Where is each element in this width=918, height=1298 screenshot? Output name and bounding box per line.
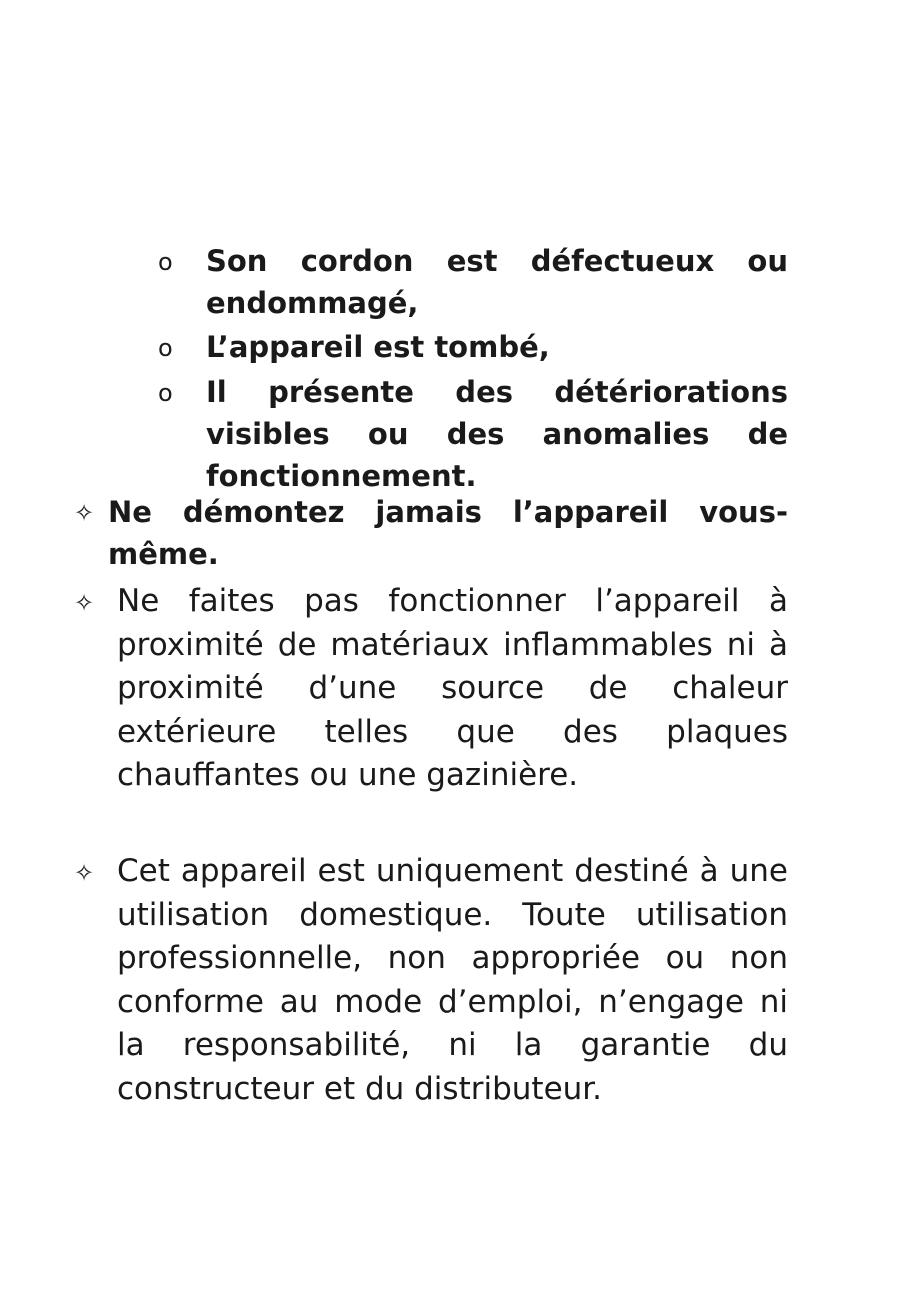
sub-list-item-text: Son cordon est défectueux ou endommagé, — [206, 244, 788, 320]
sub-list-item-cordon — [158, 240, 788, 324]
diamond-star-bullet-icon: ✧ — [74, 859, 95, 887]
warning-item-text: Cet appareil est uniquement destiné à une utilisation domestique. Toute utilisation professionnelle, non appropriée ou non conforme au mode d’emploi, n’engage ni la responsabilité, ni la garantie du constructeur et du distributeur. — [117, 853, 788, 1107]
circle-bullet-icon: o — [158, 379, 173, 407]
sub-list-item-deteriorations — [158, 371, 788, 497]
warning-item-text: Ne faites pas fonctionner l’appareil à proximité de matériaux inflammables ni à proximité d’une source de chaleur extérieure telles que des plaques chauffantes ou une gazinière. — [117, 583, 788, 794]
warning-item-proximite — [74, 580, 788, 798]
circle-bullet-icon: o — [158, 248, 173, 276]
sub-list-item-tombe — [158, 326, 788, 368]
circle-bullet-icon: o — [158, 334, 173, 362]
diamond-star-bullet-icon: ✧ — [74, 499, 95, 527]
sub-list-item-text: Il présente des détériorations visibles ou des anomalies de fonctionnement. — [206, 375, 788, 493]
warning-item-usage-domestique — [74, 850, 788, 1112]
warning-item-demontage — [74, 491, 788, 575]
warning-item-text: Ne démontez jamais l’appareil vous-même. — [108, 495, 788, 571]
sub-list-item-text: L’appareil est tombé, — [206, 330, 550, 364]
diamond-star-bullet-icon: ✧ — [74, 589, 95, 617]
